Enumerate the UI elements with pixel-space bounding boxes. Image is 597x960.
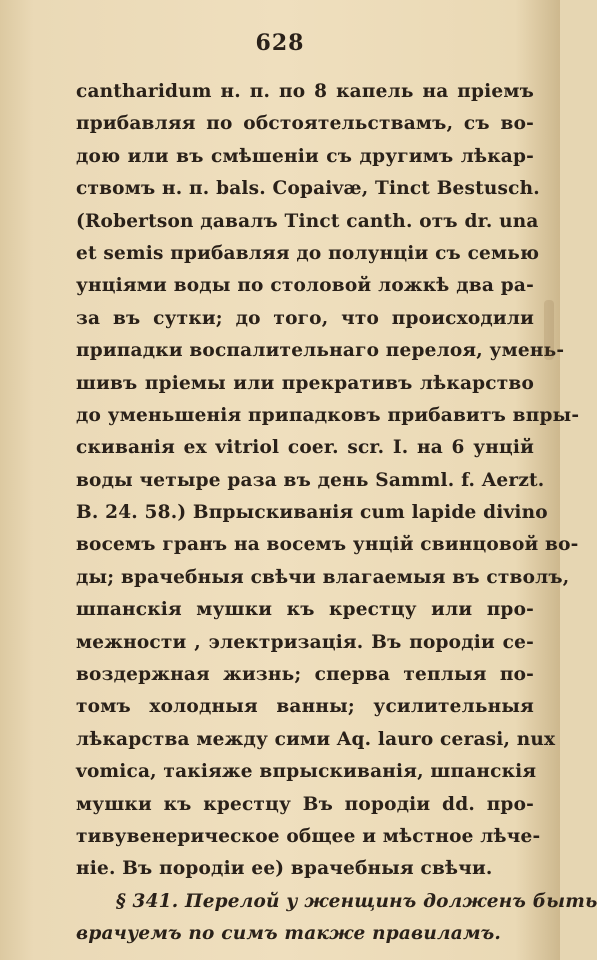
text-line-25: ніе. Въ породіи ee) врачебныя свѣчи. (76, 858, 493, 880)
text-line-19: воздержная жизнь; сперва теплыя по- (76, 664, 534, 686)
text-line-23: мушки къ крестцу Въ породіи dd. про- (76, 793, 534, 815)
page-number: 628 (255, 30, 305, 56)
text-line-7: унціями воды по столовой ложкѣ два ра- (76, 275, 534, 297)
text-line-24: тивувенерическое общее и мѣстное лѣче- (76, 825, 541, 847)
text-line-10: шивъ пріемы или прекративъ лѣкарство (76, 372, 534, 394)
text-line-18: межности , электризація. Въ породіи се- (76, 631, 534, 653)
text-line-6: et semis прибавляя до полунціи съ семью (76, 242, 540, 264)
text-line-16: ды; врачебныя свѣчи влагаемыя въ стволъ, (76, 566, 570, 588)
section-heading-341: § 341. Перелой у женщинъ долженъ быть (116, 890, 597, 912)
text-line-15: восемъ гранъ на восемъ унцій свинцовой во- (76, 534, 579, 556)
section-heading-341-cont: врачуемъ по симъ также правиламъ. (76, 923, 502, 945)
text-line-1: cantharidum н. п. по 8 капель на пріемъ (76, 81, 534, 102)
text-line-11: до уменьшенія припадковъ прибавитъ впры- (76, 404, 580, 426)
text-line-3: дою или въ смѣшеніи съ другимъ лѣкар- (76, 145, 534, 167)
paper-stain (544, 300, 554, 360)
text-line-5: (Robertson давалъ Tinct canth. отъ dr. una (76, 210, 539, 232)
text-line-2: прибавляя по обстоятельствамъ, съ во- (76, 113, 534, 135)
text-line-9: припадки воспалительнаго перелоя, умень- (76, 340, 565, 362)
text-line-13: воды четыре раза въ день Samml. f. Aerzt. (76, 469, 545, 491)
text-line-17: шпанскія мушки къ крестцу или про- (76, 599, 534, 621)
text-line-20: томъ холодныя ванны; усилительныя (76, 696, 534, 718)
text-line-21: лѣкарства между сими Aq. lauro cerasi, nux (76, 728, 556, 750)
text-line-12: скиванія ex vitriol coer. scr. I. на 6 унцій (76, 437, 534, 459)
text-line-8: за въ сутки; до того, что происходили (76, 307, 534, 329)
body-text (76, 76, 597, 951)
text-line-14: B. 24. 58.) Впрыскиванія cum lapide divino (76, 502, 548, 524)
text-line-4: ствомъ н. п. bals. Copaivæ, Tinct Bestusch. (76, 178, 540, 200)
text-line-22: vomica, такіяже впрыскиванія, шпанскія (76, 761, 537, 783)
